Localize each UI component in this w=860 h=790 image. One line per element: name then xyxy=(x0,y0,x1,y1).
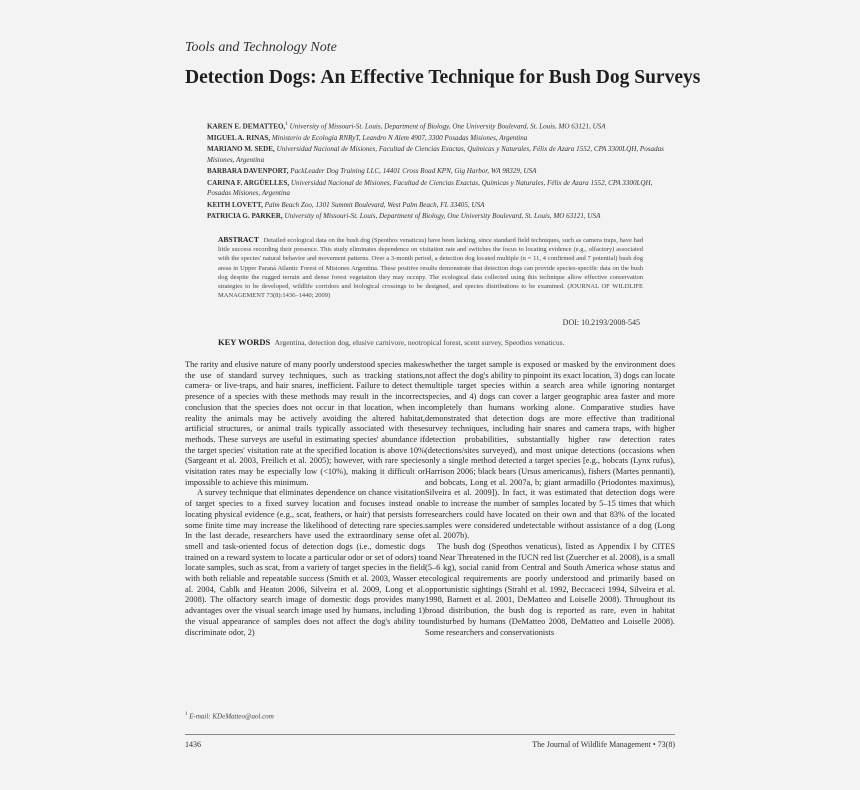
author-name: BARBARA DAVENPORT, xyxy=(207,167,289,176)
author-name: KAREN E. DEMATTEO, xyxy=(207,122,286,131)
doi: DOI: 10.2193/2008-545 xyxy=(562,318,640,327)
keywords-label: KEY WORDS xyxy=(218,337,271,347)
author-name: MARIANO M. SEDE, xyxy=(207,145,275,154)
footnote-text: E-mail: KDeMatteo@aol.com xyxy=(189,712,274,721)
author-entry xyxy=(207,200,667,211)
author-entry xyxy=(207,178,667,199)
keywords xyxy=(218,337,658,348)
author-entry xyxy=(207,211,667,222)
journal-info: The Journal of Wildlife Management • 73(8) xyxy=(532,740,675,749)
author-affiliation: Palm Beach Zoo, 1301 Summit Boulevard, West Palm Beach, FL 33405, USA xyxy=(264,200,485,209)
footer-divider xyxy=(185,734,675,735)
author-affiliation: University of Missouri-St. Louis, Department of Biology, One University Boulevard, St. Louis, MO 63121, USA xyxy=(289,122,606,131)
author-list xyxy=(207,120,667,223)
footnote xyxy=(185,712,385,720)
body-paragraph: whether the target sample is exposed or masked by the environment does not affect the dog's ability to pinpoint its exact location, 3) dogs can locate multiple target species within a search area while ignoring nontarget species, and 4) dogs can cover a larger geographic area faster and more completely than humans working alone. Comparative studies have demonstrated that detection dogs are more effective than traditional survey techniques, including hair snares and camera traps, with higher detection probabilities, substantially higher raw detection rates (detections/sites surveyed), and most unique detections (occasions when only a single method detected a target species [e.g., bobcats (Lynx rufus), Harrison 2006; black bears (Ursus americanus), fishers (Martes pennanti), and bobcats, Long et al. 2007a, b; giant armadillo (Priodontes maximus), Silveira et al. 2009]). In fact, it was estimated that detection dogs were able to increase the number of samples located by 5–15 times that which researchers could have located on their own and that 83% of the located samples were considered undetectable without assistance of a dog (Long et al. 2007b). xyxy=(425,360,675,541)
author-name: KEITH LOVETT, xyxy=(207,200,263,209)
footnote-marker: 1 xyxy=(285,122,288,127)
author-name: CARINA F. ARGÜELLES, xyxy=(207,178,290,187)
author-entry xyxy=(207,133,667,144)
author-affiliation: Universidad Nacional de Misiones, Facultad de Ciencias Exactas, Químicas y Naturales, Félix de Azara 1552, CPA 3300LQH, Posadas Misiones, Argentina xyxy=(207,178,653,198)
abstract xyxy=(218,235,643,300)
section-label: Tools and Technology Note xyxy=(185,40,337,55)
keywords-text: Argentina, detection dog, elusive carnivore, neotropical forest, scent survey, Speothos venaticus. xyxy=(274,338,565,347)
author-entry xyxy=(207,120,667,132)
paper-title: Detection Dogs: An Effective Technique for Bush Dog Surveys xyxy=(185,67,701,88)
body-column-right xyxy=(425,360,675,638)
author-affiliation: University of Missouri-St. Louis, Department of Biology, One University Boulevard, St. Louis, MO 63121, USA xyxy=(284,212,601,221)
author-entry xyxy=(207,166,667,177)
author-name: MIGUEL A. RINAS, xyxy=(207,133,271,142)
body-paragraph: A survey technique that eliminates dependence on chance visitation of target species to a fixed survey location and focuses instead on locating physical evidence (e.g., scat, feathers, or hair) that persists for some finite time may increase the likelihood of detecting rare species. In the last decade, researchers have used the extraordinary sense of smell and task-oriented focus of detection dogs (i.e., domestic dogs trained on a reward system to locate a particular odor or set of odors) to locate samples, such as scat, from a variety of target species in the field with both reliable and repeatable success (Smith et al. 2003, Wasser et al. 2004, Cablk and Heaton 2006, Silveira et al. 2009, Long et al. 2008). The olfactory search image of domestic dogs provides many advantages over the visual search image used by humans, including 1) the visual appearance of samples does not affect the dog's ability to discriminate odor, 2) xyxy=(185,488,426,637)
abstract-text: Detailed ecological data on the bush dog (Speothos venaticus) have been lacking, since standard field techniques, such as camera traps, have had little success recording their presence. This study eliminates dependence on visitation rate and switches the focus to locating evidence (e.g., olfactory) associated with the species' natural behavior and movement patterns. Over a 3-month period, a detection dog located multiple (n = 11, 4 confirmed and 7 potential) bush dog areas in Upper Paraná Atlantic Forest of Misiones Argentina. These positive results demonstrate that detection dogs can provide species-specific data on the bush dog despite the rugged terrain and dense forest vegetation they may occupy. The ecological data collected using this technique allow effective conservation strategies to be developed, wildlife corridors and biological crossings to be designed, and species distributions to be examined. (JOURNAL OF WILDLIFE MANAGEMENT 73(8):1436–1440; 2009) xyxy=(218,237,643,300)
author-affiliation: PackLeader Dog Training LLC, 14401 Cross Road KPN, Gig Harbor, WA 98329, USA xyxy=(290,167,537,176)
page-number: 1436 xyxy=(185,740,201,749)
footnote-marker: 1 xyxy=(185,712,188,717)
author-entry xyxy=(207,144,667,165)
author-affiliation: Ministerio de Ecología RNRyT, Leandro N Alem 4907, 3300 Posadas Misiones, Argentina xyxy=(271,133,528,142)
author-name: PATRICIA G. PARKER, xyxy=(207,212,283,221)
author-affiliation: Universidad Nacional de Misiones, Facultad de Ciencias Exactas, Químicas y Naturales, Félix de Azara 1552, CPA 3300LQH, Posadas Misiones, Argentina xyxy=(207,145,664,164)
body-column-left xyxy=(185,360,425,638)
body-paragraph: The bush dog (Speothos venaticus), listed as Appendix I by CITES and Near Threatened in the IUCN red list (Zuercher et al. 2008), is a small (5–6 kg), social canid from Central and South America whose status and ecological requirements are poorly understood and primarily based on opportunistic sightings (Strahl et al. 1992, Beccaceci 1994, Silveira et al. 1998, Barnett et al. 2001, DeMatteo and Loiselle 2008). Throughout its broad distribution, the bush dog is reported as rare, even in habitat undisturbed by humans (DeMatteo 2008, DeMatteo and Loiselle 2008). Some researchers and conservationists xyxy=(425,541,675,637)
body-paragraph: The rarity and elusive nature of many poorly understood species makes the use of standard survey techniques, such as tracking stations, camera- or live-traps, and hair snares, inefficient. Failure to detect the presence of a species with these methods may result in the incorrect conclusion that the species does not occur in that location, when in reality the animals may be actively avoiding the altered habitat, artificial structures, or animal trails typically associated with these methods. These surveys are useful in estimating species' abundance if the target species' visitation rate at the specified location is above 10% (Sargeant et al. 2003, Freilich et al. 2005); however, with rare species visitation rates may be especially low (<10%), making it difficult or impossible to achieve this minimum. xyxy=(185,360,425,487)
abstract-label: ABSTRACT xyxy=(218,235,259,244)
